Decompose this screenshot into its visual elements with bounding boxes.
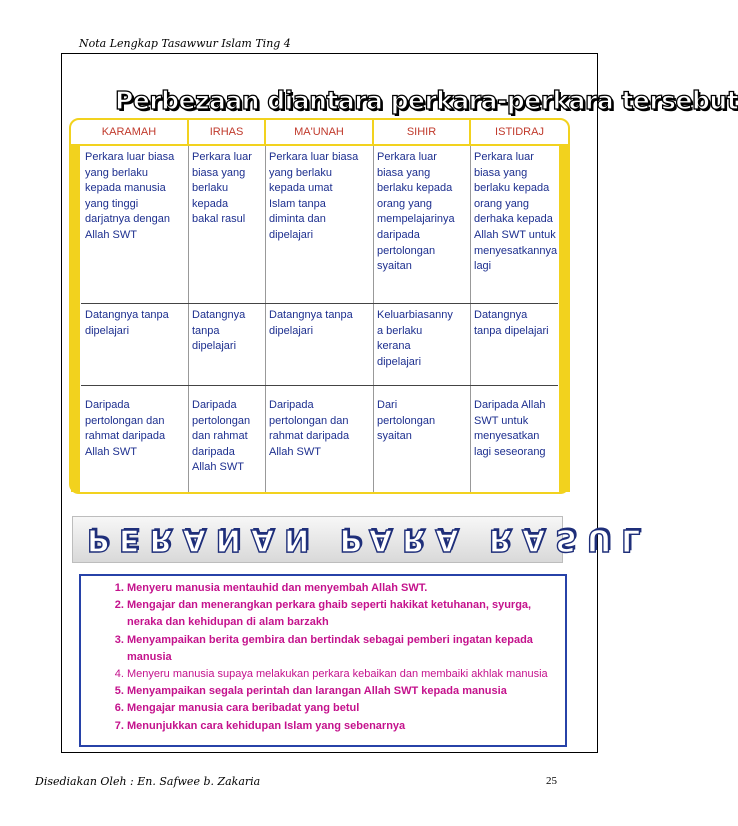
- header-divider: [187, 120, 189, 144]
- table-cell: Datangnya tanpa dipelajari: [192, 309, 246, 353]
- banner-text: PERANAN PARA RASUL: [87, 522, 651, 557]
- table-cell: Daripada pertolongan dan rahmat daripada Allah SWT: [269, 399, 350, 458]
- table-cell: Daripada pertolongan dan rahmat daripada Allah SWT: [85, 399, 166, 458]
- header-divider: [469, 120, 471, 144]
- header-istidraj: ISTIDRAJ: [495, 126, 544, 138]
- table-cell: Daripada Allah SWT untuk menyesatkan lagi seseorang: [474, 399, 546, 458]
- table-cell: Perkara luar biasa yang berlaku kepada orang yang derhaka kepada Allah SWT untuk menyesatkannya lagi: [474, 151, 558, 273]
- column-divider: [470, 146, 471, 492]
- table-cell: Perkara luar biasa yang berlaku kepada manusia yang tinggi darjatnya dengan Allah SWT: [85, 151, 175, 241]
- table-cell: Dari pertolongan syaitan: [377, 399, 436, 443]
- list-item: 5. Menyampaikan segala perintah dan larangan Allah SWT kepada manusia: [127, 683, 555, 700]
- table-cell: Datangnya tanpa dipelajari: [269, 309, 353, 337]
- column-divider: [373, 146, 374, 492]
- table-cell: Daripada pertolongan dan rahmat daripada Allah SWT: [192, 399, 251, 474]
- list-item: 2. Mengajar dan menerangkan perkara ghaib seperti hakikat ketuhanan, syurga, neraka dan kehidupan di alam barzakh: [127, 597, 555, 631]
- page-footer: Disediakan Oleh : En. Safwee b. Zakaria: [35, 775, 261, 788]
- header-irhas: IRHAS: [209, 126, 244, 138]
- page-number: 25: [546, 775, 557, 787]
- table-cell: Perkara luar biasa yang berlaku kepada umat Islam tanpa diminta dan dipelajari: [269, 151, 359, 241]
- list-item: 4. Menyeru manusia supaya melakukan perkara kebaikan dan membaiki akhlak manusia: [127, 666, 555, 683]
- table-cell: Perkara luar biasa yang berlaku kepada orang yang mempelajarinya daripada pertolongan syaitan: [377, 151, 455, 273]
- section-title: Perbezaan diantara perkara-perkara tersebut: [115, 86, 738, 115]
- table-cell: Keluarbiasanny a berlaku kerana dipelajari: [377, 309, 453, 368]
- table-cell: Datangnya tanpa dipelajari: [474, 309, 549, 337]
- row-divider: [81, 385, 558, 386]
- column-divider: [265, 146, 266, 492]
- header-divider: [264, 120, 266, 144]
- header-karamah: KARAMAH: [101, 126, 157, 138]
- roles-list-box: [79, 574, 567, 747]
- list-item: 1. Menyeru manusia mentauhid dan menyembah Allah SWT.: [127, 580, 555, 597]
- list-item: 6. Mengajar manusia cara beribadat yang betul: [127, 700, 555, 717]
- table-cell: Datangnya tanpa dipelajari: [85, 309, 169, 337]
- header-maunah: MA'UNAH: [294, 126, 344, 138]
- row-divider: [81, 303, 558, 304]
- page-header: Nota Lengkap Tasawwur Islam Ting 4: [79, 37, 291, 50]
- table-cell: Perkara luar biasa yang berlaku kepada bakal rasul: [192, 151, 252, 226]
- left-gutter: [71, 144, 80, 492]
- list-item: 3. Menyampaikan berita gembira dan bertindak sebagai pemberi ingatan kepada manusia: [127, 632, 555, 666]
- roles-list: [81, 576, 565, 735]
- table-header-row: [71, 120, 568, 146]
- column-divider: [188, 146, 189, 492]
- wordart-banner: [72, 516, 651, 563]
- header-sihir: SIHIR: [406, 126, 437, 138]
- comparison-table: [69, 118, 570, 494]
- list-item: 7. Menunjukkan cara kehidupan Islam yang sebenarnya: [127, 718, 555, 735]
- header-divider: [372, 120, 374, 144]
